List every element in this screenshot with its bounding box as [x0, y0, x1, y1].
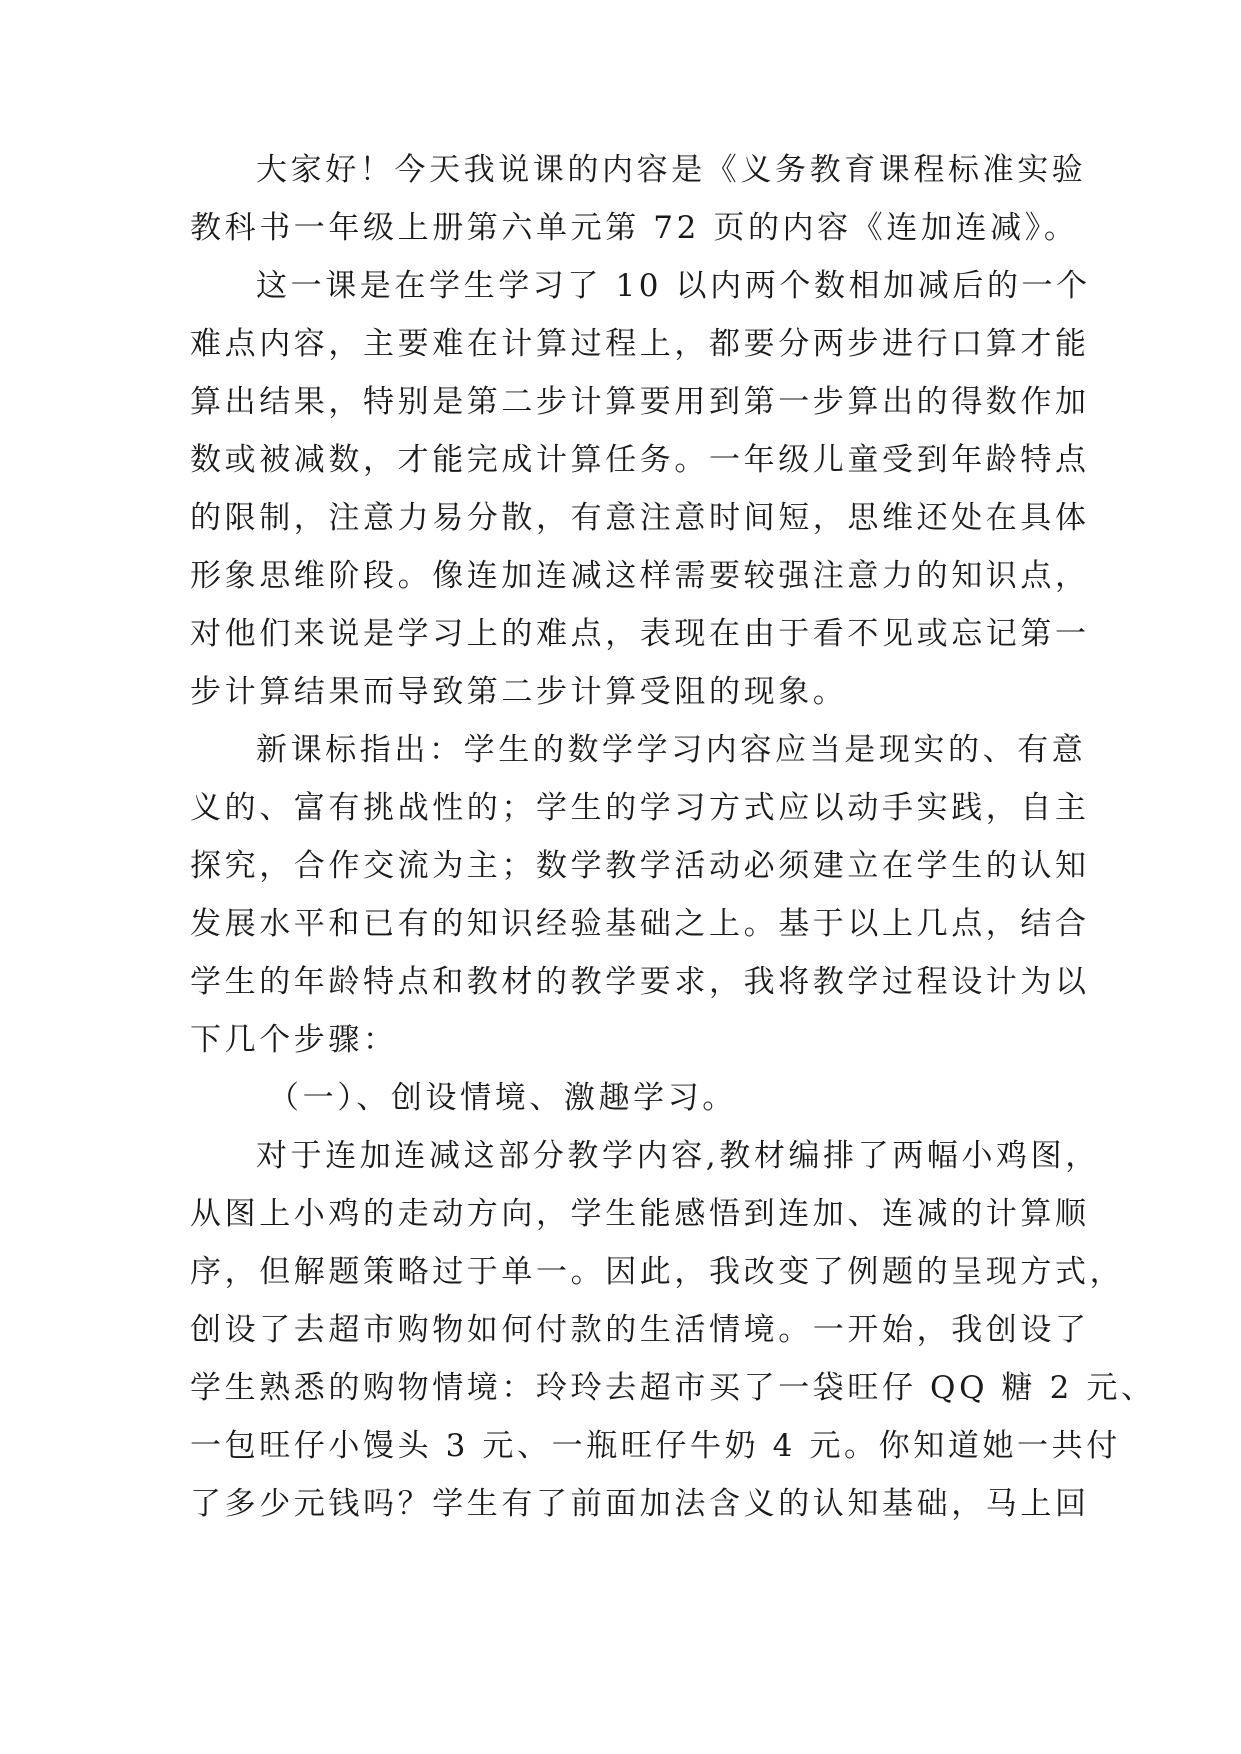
paragraph-3-line-1: 新课标指出：学生的数学学习内容应当是现实的、有意	[256, 732, 1087, 768]
paragraph-2-line-7: 对他们来说是学习上的难点，表现在由于看不见或忘记第一	[190, 616, 1090, 652]
paragraph-3-line-2: 义的、富有挑战性的；学生的学习方式应以动手实践，自主	[190, 790, 1090, 826]
paragraph-1-line-2: 教科书一年级上册第六单元第 72 页的内容《连加连减》。	[190, 210, 1079, 246]
paragraph-4-line-4: 创设了去超市购物如何付款的生活情境。一开始，我创设了	[190, 1312, 1090, 1348]
paragraph-4-line-7: 了多少元钱吗？学生有了前面加法含义的认知基础，马上回	[190, 1486, 1090, 1522]
paragraph-3-line-6: 下几个步骤：	[190, 1022, 398, 1058]
paragraph-4-line-6: 一包旺仔小馒头 3 元、一瓶旺仔牛奶 4 元。你知道她一共付	[190, 1428, 1121, 1464]
paragraph-4-line-1: 对于连加连减这部分教学内容,教材编排了两幅小鸡图，	[256, 1138, 1100, 1174]
paragraph-1-line-1: 大家好！今天我说课的内容是《义务教育课程标准实验	[256, 152, 1087, 188]
paragraph-2-line-1: 这一课是在学生学习了 10 以内两个数相加减后的一个	[256, 268, 1091, 304]
paragraph-2-line-3: 算出结果，特别是第二步计算要用到第一步算出的得数作加	[190, 384, 1090, 420]
paragraph-3-line-5: 学生的年龄特点和教材的教学要求，我将教学过程设计为以	[190, 964, 1090, 1000]
paragraph-3-line-4: 发展水平和已有的知识经验基础之上。基于以上几点，结合	[190, 906, 1090, 942]
paragraph-4-line-3: 序，但解题策略过于单一。因此，我改变了例题的呈现方式，	[190, 1254, 1125, 1290]
paragraph-2-line-5: 的限制，注意力易分散，有意注意时间短，思维还处在具体	[190, 500, 1090, 536]
paragraph-2-line-4: 数或被减数，才能完成计算任务。一年级儿童受到年龄特点	[190, 442, 1090, 478]
paragraph-4-line-2: 从图上小鸡的走动方向，学生能感悟到连加、连减的计算顺	[190, 1196, 1090, 1232]
paragraph-4-line-5: 学生熟悉的购物情境：玲玲去超市买了一袋旺仔 QQ 糖 2 元、	[190, 1370, 1156, 1406]
paragraph-3-line-3: 探究，合作交流为主；数学教学活动必须建立在学生的认知	[190, 848, 1090, 884]
section-heading: （一）、创设情境、激趣学习。	[268, 1080, 737, 1116]
paragraph-2-line-8: 步计算结果而导致第二步计算受阻的现象。	[190, 674, 848, 710]
paragraph-2-line-6: 形象思维阶段。像连加连减这样需要较强注意力的知识点，	[190, 558, 1090, 594]
paragraph-2-line-2: 难点内容，主要难在计算过程上，都要分两步进行口算才能	[190, 326, 1090, 362]
